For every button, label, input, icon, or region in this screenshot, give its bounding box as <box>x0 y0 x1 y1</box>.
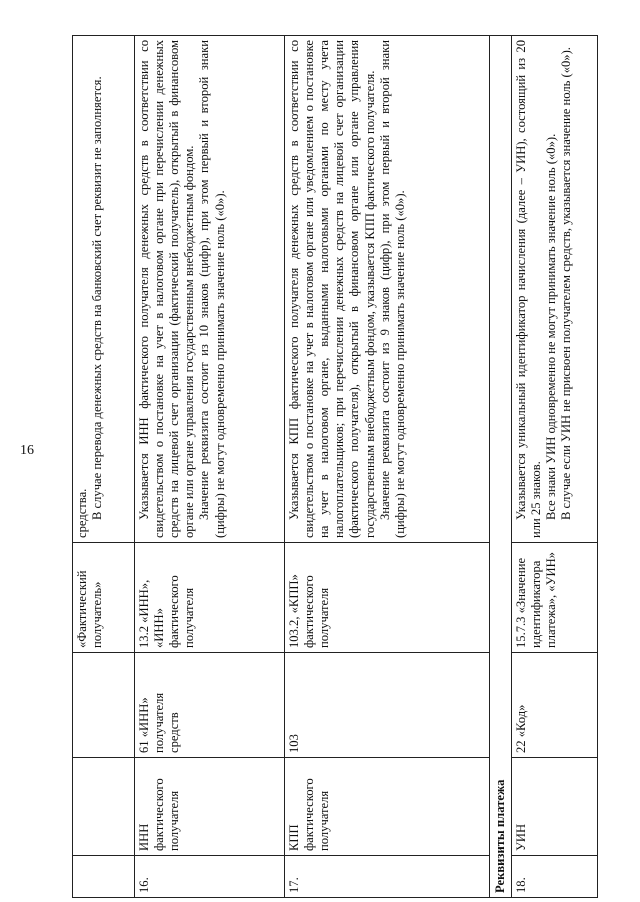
description-paragraph: В случае перевода денежных средств на банковский счет реквизит не заполняется. <box>90 76 105 520</box>
description-paragraph: Указывается ИНН фактического получателя денежных средств в соответствии со свидетельством о постановке на учет в налоговом органе при перечислении денежных средств на лицевой счет организации (фактический получатель), открытый в финансовом органе или органе управления государственным внебюджетным фондом. <box>137 40 197 538</box>
rotated-page-content <box>72 36 606 898</box>
field-code <box>73 653 135 758</box>
field-code: 61 «ИНН» получателя средств <box>135 653 285 758</box>
requisite-name <box>73 758 135 856</box>
row-number: 17. <box>285 856 490 898</box>
requisite-description <box>285 36 490 543</box>
row-number: 18. <box>512 856 598 898</box>
requisite-description <box>135 36 285 543</box>
ufebs-reference: «Фактический получатель» <box>73 543 135 653</box>
description-paragraph: Указывается уникальный идентификатор начисления (далее – УИН), состоящий из 20 или 25 знаков. <box>514 40 544 538</box>
ufebs-reference: 15.7.3 «Значение идентификатора платежа», «УИН» <box>512 543 598 653</box>
ufebs-reference: 13.2 «ИНН», «ИНН» фактического получателя <box>135 543 285 653</box>
table-row <box>285 36 490 898</box>
requisites-table <box>72 35 598 898</box>
section-header-row <box>490 36 512 898</box>
row-number: 16. <box>135 856 285 898</box>
description-paragraph: Значение реквизита состоит из 9 знаков (цифр), при этом первый и второй знаки (цифры) не могут одновременно принимать значение ноль («0»). <box>377 40 407 538</box>
field-code: 22 «Код» <box>512 653 598 758</box>
description-paragraph: Значение реквизита состоит из 10 знаков (цифр), при этом первый и второй знаки (цифры) не могут одновременно принимать значение ноль («0»). <box>197 40 227 538</box>
table-row <box>135 36 285 898</box>
field-code: 103 <box>285 653 490 758</box>
table-row <box>512 36 598 898</box>
page-number: 16 <box>20 443 34 458</box>
section-title: Реквизиты платежа <box>490 36 512 898</box>
table-row <box>73 36 135 898</box>
description-paragraph: Указывается КПП фактического получателя денежных средств в соответствии со свидетельством о постановке на учет в налоговом органе или уведомлением о постановке на учет в налоговом органе, выданными налоговыми органами по месту учета налогоплательщиков; при перечислении денежных средств на лицевой счет организации (фактического получателя), открытый в финансовом органе или органе управления государственным внебюджетным фондом, указывается КПП фактического получателя. <box>287 40 377 538</box>
requisite-name: КПП фактического получателя <box>285 758 490 856</box>
description-paragraph: В случае если УИН не присвоен получателем средств, указывается значение ноль («0»). <box>559 47 574 520</box>
description-paragraph: средства. <box>75 488 89 538</box>
row-number <box>73 856 135 898</box>
ufebs-reference: 103.2, «КПП» фактического получателя <box>285 543 490 653</box>
requisite-name: УИН <box>512 758 598 856</box>
requisite-description <box>512 36 598 543</box>
requisite-description <box>73 36 135 543</box>
description-paragraph: Все знаки УИН одновременно не могут принимать значение ноль («0»). <box>544 133 559 520</box>
requisite-name: ИНН фактического получателя <box>135 758 285 856</box>
